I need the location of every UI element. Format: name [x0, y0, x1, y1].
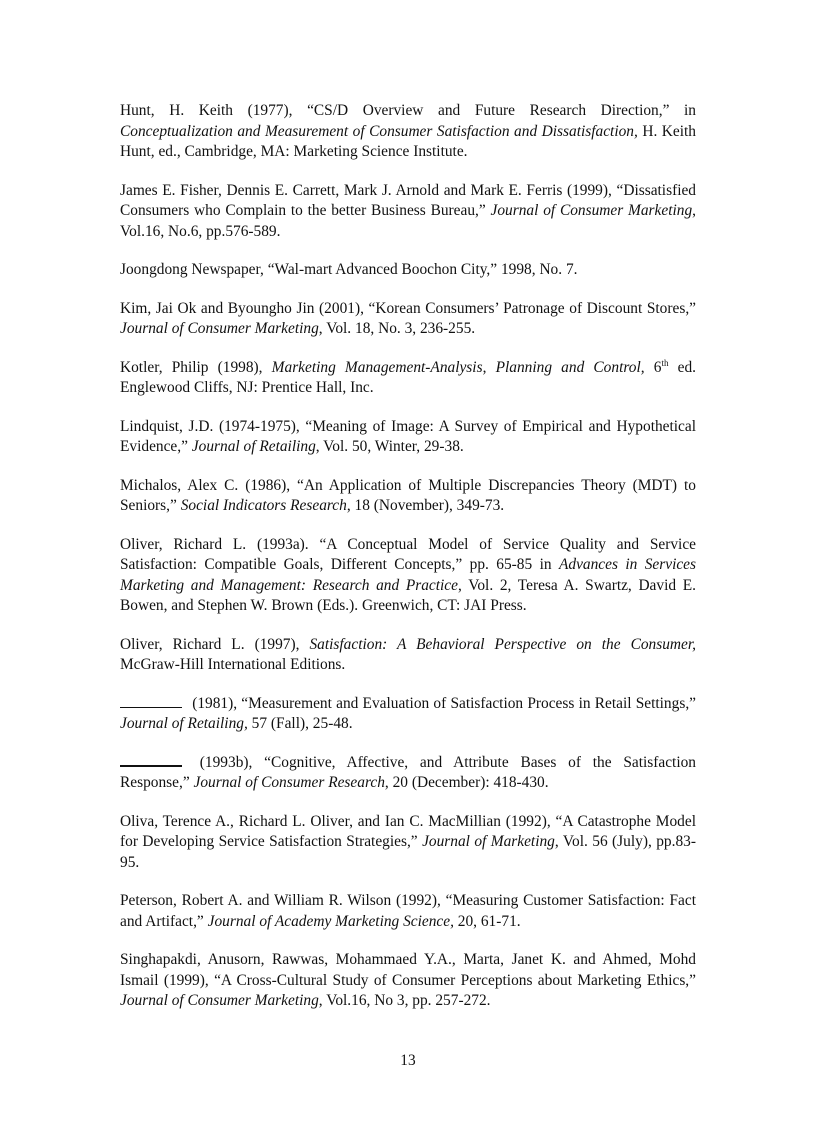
reference-title-italic: Journal of Retailing,: [120, 715, 248, 732]
reference-entry: [120, 417, 696, 458]
reference-text: ,: [482, 358, 496, 376]
reference-entry: [120, 694, 696, 735]
reference-text: 20, 61-71.: [453, 912, 521, 930]
reference-title-italic: Journal of Consumer Marketing: [120, 992, 319, 1009]
reference-text: , Vol. 2, Teresa A. Swartz, David E. Bowen, and Stephen W. Brown (Eds.). Greenwich, CT: JAI Press.: [120, 576, 696, 614]
reference-title-italic: Conceptualization and Measurement of Consumer Satisfaction and Dissatisfaction,: [120, 122, 638, 140]
reference-text: , Vol. 18, No. 3, 236-255.: [318, 320, 476, 337]
reference-text: Joongdong Newspaper, “Wal-mart Advanced Boochon City,” 1998, No. 7.: [120, 261, 578, 278]
reference-text: James E. Fisher, Dennis E. Carrett, Mark J. Arnold and Mark E. Ferris (1999), “Dissatisfied Consumers who Complain to the better Business Bureau,”: [120, 181, 696, 219]
reference-title-italic: Journal of Academy Marketing Science,: [207, 912, 454, 930]
reference-text: Hunt, H. Keith (1977), “CS/D Overview and Future Research Direction,” in: [120, 102, 696, 119]
reference-entry: [120, 101, 696, 163]
reference-text: Lindquist, J.D. (1974-1975), “Meaning of Image: A Survey of Empirical and Hypothetical Evidence,”: [120, 417, 696, 455]
reference-entry: [120, 950, 696, 1012]
reference-text: , 20 (December): 418-430.: [384, 774, 549, 791]
reference-text: ed. Englewood Cliffs, NJ: Prentice Hall, Inc.: [120, 358, 696, 396]
reference-text: Oliver, Richard L. (1993a). “A Conceptual Model of Service Quality and Service Satisfaction: Compatible Goals, Different Concepts,” pp. 65-85 in: [120, 535, 696, 573]
reference-text: Michalos, Alex C. (1986), “An Application of Multiple Discrepancies Theory (MDT) to Seniors,”: [120, 476, 696, 514]
reference-title-italic: Journal of Consumer Research: [193, 774, 385, 791]
reference-list: [120, 101, 696, 1030]
reference-text: , Vol. 56 (July), pp.83-95.: [120, 833, 696, 871]
reference-text: Oliver, Richard L. (1997),: [120, 635, 310, 653]
reference-entry: [120, 260, 696, 281]
reference-text: (1981), “Measurement and Evaluation of Satisfaction Process in Retail Settings,”: [188, 694, 696, 712]
reference-entry: [120, 891, 696, 932]
reference-text: Peterson, Robert A. and William R. Wilson (1992), “Measuring Customer Satisfaction: Fact and Artifact,”: [120, 892, 696, 930]
superscript: th: [661, 357, 669, 368]
reference-entry: [120, 181, 696, 243]
reference-entry: [120, 635, 696, 676]
reference-title-italic: Journal of Marketing: [422, 833, 555, 850]
reference-text: Oliva, Terence A., Richard L. Oliver, and Ian C. MacMillian (1992), “A Catastrophe Model for Developing Service Satisfaction Strategies,”: [120, 812, 696, 850]
reference-title-italic: Satisfaction: A Behavioral Perspective on the Consumer,: [309, 635, 696, 653]
reference-title-italic: Marketing Management-Analysis: [271, 358, 483, 376]
reference-text: 57 (Fall), 25-48.: [247, 715, 353, 732]
repeated-author-line: [120, 753, 182, 767]
reference-text: 6: [644, 358, 662, 376]
reference-text: Kotler, Philip (1998),: [120, 358, 272, 376]
reference-entry: [120, 476, 696, 517]
reference-title-italic: Advances in Services Marketing and Management: Research and Practice: [120, 556, 696, 594]
reference-text: McGraw-Hill International Editions.: [120, 656, 346, 673]
reference-text: Kim, Jai Ok and Byoungho Jin (2001), “Korean Consumers’ Patronage of Discount Stores,”: [120, 299, 696, 317]
reference-entry: [120, 535, 696, 617]
reference-title-italic: Journal of Consumer Marketing: [490, 202, 693, 219]
reference-entry: [120, 299, 696, 340]
reference-title-italic: Social Indicators Research: [180, 497, 347, 514]
reference-text: , Vol. 50, Winter, 29-38.: [315, 438, 464, 455]
reference-entry: [120, 812, 696, 874]
reference-text: H. Keith Hunt, ed., Cambridge, MA: Marketing Science Institute.: [120, 122, 696, 160]
page-number: 13: [400, 1052, 416, 1069]
reference-entry: [120, 753, 696, 794]
reference-title-italic: Journal of Retailing: [191, 438, 316, 455]
reference-text: , Vol.16, No.6, pp.576-589.: [120, 202, 696, 240]
reference-text: Singhapakdi, Anusorn, Rawwas, Mohammaed Y.A., Marta, Janet K. and Ahmed, Mohd Ismail (1999), “A Cross-Cultural Study of Consumer Perceptions about Marketing Ethics,”: [120, 951, 696, 989]
repeated-author-line: [120, 695, 182, 708]
reference-text: (1993b), “Cognitive, Affective, and Attribute Bases of the Satisfaction Response,”: [120, 753, 696, 791]
reference-text: , 18 (November), 349-73.: [346, 497, 505, 514]
reference-text: , Vol.16, No 3, pp. 257-272.: [318, 992, 491, 1009]
reference-title-italic: Journal of Consumer Marketing: [120, 320, 319, 337]
reference-title-italic: Planning and Control,: [495, 358, 645, 376]
reference-entry: [120, 358, 696, 399]
